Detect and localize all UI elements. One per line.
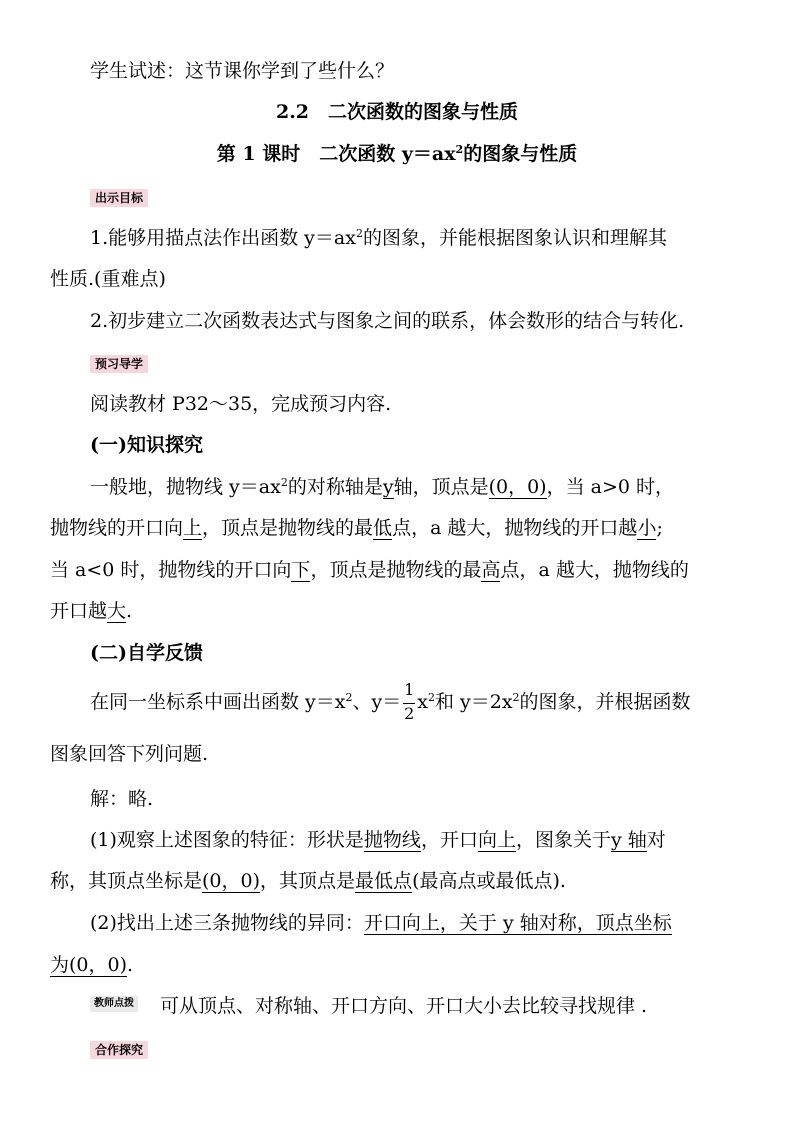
goal-1-line-2: 性质.(重难点) xyxy=(50,268,166,290)
teacher-tip-text: 可从顶点、对称轴、开口方向、开口大小去比较寻找规律 . xyxy=(160,995,648,1017)
intro-text: 学生试述：这节课你学到了些什么？ xyxy=(90,60,395,82)
answer-up: 上 xyxy=(183,517,203,539)
knowledge-heading: (一)知识探究 xyxy=(90,434,203,456)
badge-goals: 出示目标 xyxy=(90,189,148,207)
answer-small: 小 xyxy=(637,517,657,539)
goal-2: 2.初步建立二次函数表达式与图象之间的联系，体会数形的结合与转化. xyxy=(90,310,685,332)
answer-lowest: 最低点 xyxy=(355,870,413,892)
answer-symmetry: y 轴 xyxy=(610,829,647,851)
answer-low: 低 xyxy=(373,517,393,539)
answer-vertex-coords: (0，0) xyxy=(202,870,261,892)
question-2-line-1: (2)找出上述三条抛物线的异同：开口向上，关于 y 轴对称，顶点坐标 xyxy=(90,912,672,934)
badge-preview: 预习导学 xyxy=(90,355,148,373)
knowledge-line-3: 当 a<0 时，抛物线的开口向下，顶点是抛物线的最高点，a 越大，抛物线的 xyxy=(50,559,689,581)
question-1-line-2: 称，其顶点坐标是(0，0)，其顶点是最低点(最高点或最低点). xyxy=(50,870,566,892)
question-1-line-1: (1)观察上述图象的特征：形状是抛物线，开口向上，图象关于y 轴对 xyxy=(90,829,666,851)
section-title: 2.2 二次函数的图象与性质 xyxy=(275,101,519,123)
answer-compare-1: 开口向上，关于 y 轴对称，顶点坐标 xyxy=(363,912,672,934)
answer-compare-2: 为(0，0) xyxy=(50,954,128,976)
answer-down: 下 xyxy=(291,559,311,581)
answer-axis: y xyxy=(382,476,394,498)
goal-1-line-1: 1.能够用描点法作出函数 $y=ax^2$的图象，并能根据图象认识和理解其 xyxy=(90,227,667,249)
answer-open: 向上 xyxy=(477,829,516,851)
solution: 解：略. xyxy=(90,788,154,810)
feedback-line-2: 图象回答下列问题. xyxy=(50,743,209,765)
fraction-one-half: $\frac{1}{2}$ xyxy=(404,680,415,723)
question-2-line-2: 为(0，0). xyxy=(50,954,134,976)
answer-vertex: (0，0) xyxy=(488,476,547,498)
read-instruction: 阅读教材 P32～35，完成预习内容. xyxy=(90,393,392,415)
answer-high: 高 xyxy=(481,559,501,581)
badge-cooperation: 合作探究 xyxy=(90,1041,148,1059)
answer-big: 大 xyxy=(107,600,127,622)
answer-shape: 抛物线 xyxy=(363,829,421,851)
knowledge-line-2: 抛物线的开口向上，顶点是抛物线的最低点，a 越大，抛物线的开口越小; xyxy=(50,517,663,539)
feedback-heading: (二)自学反馈 xyxy=(90,642,203,664)
badge-teacher-tip: 教师点拨 xyxy=(90,996,138,1012)
lesson-title: 第 1 课时 二次函数 $y=ax^2$的图象与性质 xyxy=(216,143,578,165)
knowledge-line-4: 开口越大. xyxy=(50,600,133,622)
knowledge-line-1: 一般地，抛物线 $y=ax^2$的对称轴是y轴，顶点是(0，0)，当 a>0 时， xyxy=(90,476,675,498)
feedback-line-1: 在同一坐标系中画出函数 $y=x^2$、y＝ $\frac{1}{2}$ $x^2$和 $y=2x^2$的图象，并根据函数 xyxy=(90,680,691,723)
